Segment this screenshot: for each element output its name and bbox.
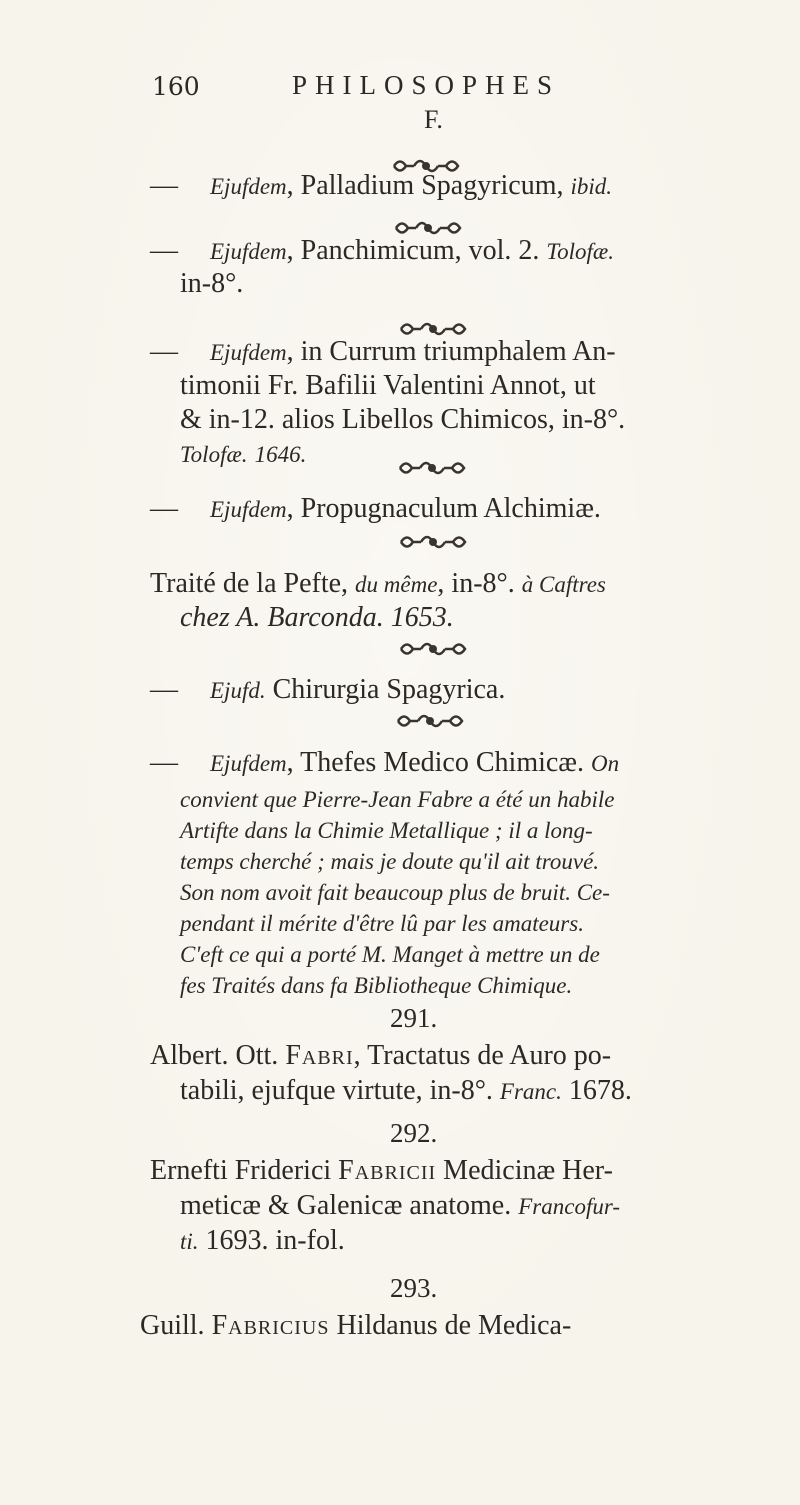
bibliography-entry: Traité de la Pefte, du même, in-8°. à Caftres [150,568,606,599]
work-title: , Panchimicum, vol. 2. [286,235,540,266]
entry-continuation: ti. 1693. in-fol. [180,1225,345,1256]
work-title: Hildanus de Medica- [336,1310,572,1341]
bibliography-entry: — Ejufdem, Panchimicum, vol. 2. Tolofæ. [150,235,614,266]
work-title: , Propugnaculum Alchimiæ. [286,493,601,524]
bibliography-entry: Albert. Ott. Fabri, Tractatus de Auro po- [150,1040,612,1071]
author-name: Fabricius [211,1310,330,1341]
entry-number: 291. [390,1003,438,1033]
work-title: Traité de la Pefte, [150,568,349,599]
fleuron-ornament [397,531,469,553]
fleuron-ornament [396,457,468,479]
place-ref: à Caftres [521,572,606,597]
place-ref: Franc. [499,1079,562,1104]
bibliography-entry: Guill. Fabricius Hildanus de Medica- [140,1310,572,1341]
author-ref: Ejufd. [210,678,266,703]
author-ref: Ejufdem [210,239,287,264]
work-title: Chirurgia Spagyrica. [272,674,506,705]
bibliography-entry: — Ejufdem, Thefes Medico Chimicæ. On [150,747,620,778]
entry-continuation: timonii Fr. Bafilii Valentini Annot, ut [180,370,596,401]
commentary-line: convient que Pierre-Jean Fabre a été un habile [180,787,615,812]
bibliography-entry: — Ejufdem, Propugnaculum Alchimiæ. [150,493,601,524]
commentary-line: C'eft ce qui a porté M. Manget à mettre un de [180,942,600,967]
author-ref: Ejufdem [210,340,287,365]
year-ref: 1678. [568,1075,632,1106]
work-title: Palladium Spagyricum [300,170,557,201]
bibliography-entry: — Ejufdem, Palladium Spagyricum, ibid. [150,170,613,201]
entry-continuation: & in-12. alios Libellos Chimicos, in-8°. [180,404,626,435]
fleuron-ornament [397,638,469,660]
place-ref: Tolofæ. [180,442,248,467]
entry-continuation: in-8°. [180,268,244,299]
entry-continuation: tabili, ejufque virtute, in-8°. Franc. 1678. [180,1075,632,1106]
work-title: , Tractatus de Auro po- [353,1040,612,1071]
commentary-line: pendant il mérite d'être lû par les amateurs. [180,911,584,936]
bibliography-entry: — Ejufdem, in Currum triumphalem An- [150,336,616,367]
entry-continuation: chez A. Barconda. 1653. [180,602,454,633]
author-ref: Ejufdem [210,174,287,199]
author-name: Fabricii [338,1155,437,1186]
entry-number: 292. [390,1118,438,1148]
page-header [152,72,652,112]
place-ref: Tolofæ. [546,239,614,264]
fleuron-ornament [394,710,466,732]
entry-number: 293. [390,1273,438,1303]
place-ref: ibid. [570,174,613,199]
author-ref: Ejufdem [210,497,287,522]
bibliography-entry: — Ejufd. Chirurgia Spagyrica. [150,674,506,705]
commentary-line: temps cherché ; mais je doute qu'il ait trouvé. [180,849,600,874]
year-ref: 1693. in-fol. [205,1225,345,1256]
commentary-note [180,784,780,1001]
author-ref: Ejufdem [210,751,287,776]
running-head: PHILOSOPHES [292,70,561,100]
author-name: Fabri [285,1040,354,1071]
page-number: 160 [152,72,200,101]
work-title: , in Currum triumphalem An- [286,336,616,367]
bibliography-entry: Ernefti Friderici Fabricii Medicinæ Her- [150,1155,613,1186]
year-ref: 1646. [254,442,307,467]
place-ref: Francofur- [518,1194,620,1219]
entry-continuation: meticæ & Galenicæ anatome. Francofur- [180,1190,620,1221]
commentary-line: Son nom avoit fait beaucoup plus de bruit. Ce- [180,880,610,905]
commentary-line: Artifte dans la Chimie Metallique ; il a long- [180,818,593,843]
entry-continuation [180,438,306,471]
work-title: , Thefes Medico Chimicæ. [286,747,584,778]
commentary-line: fes Traités dans fa Bibliotheque Chimique. [180,973,573,998]
work-title: Medicinæ Her- [443,1155,613,1186]
section-letter: F. [424,105,443,134]
